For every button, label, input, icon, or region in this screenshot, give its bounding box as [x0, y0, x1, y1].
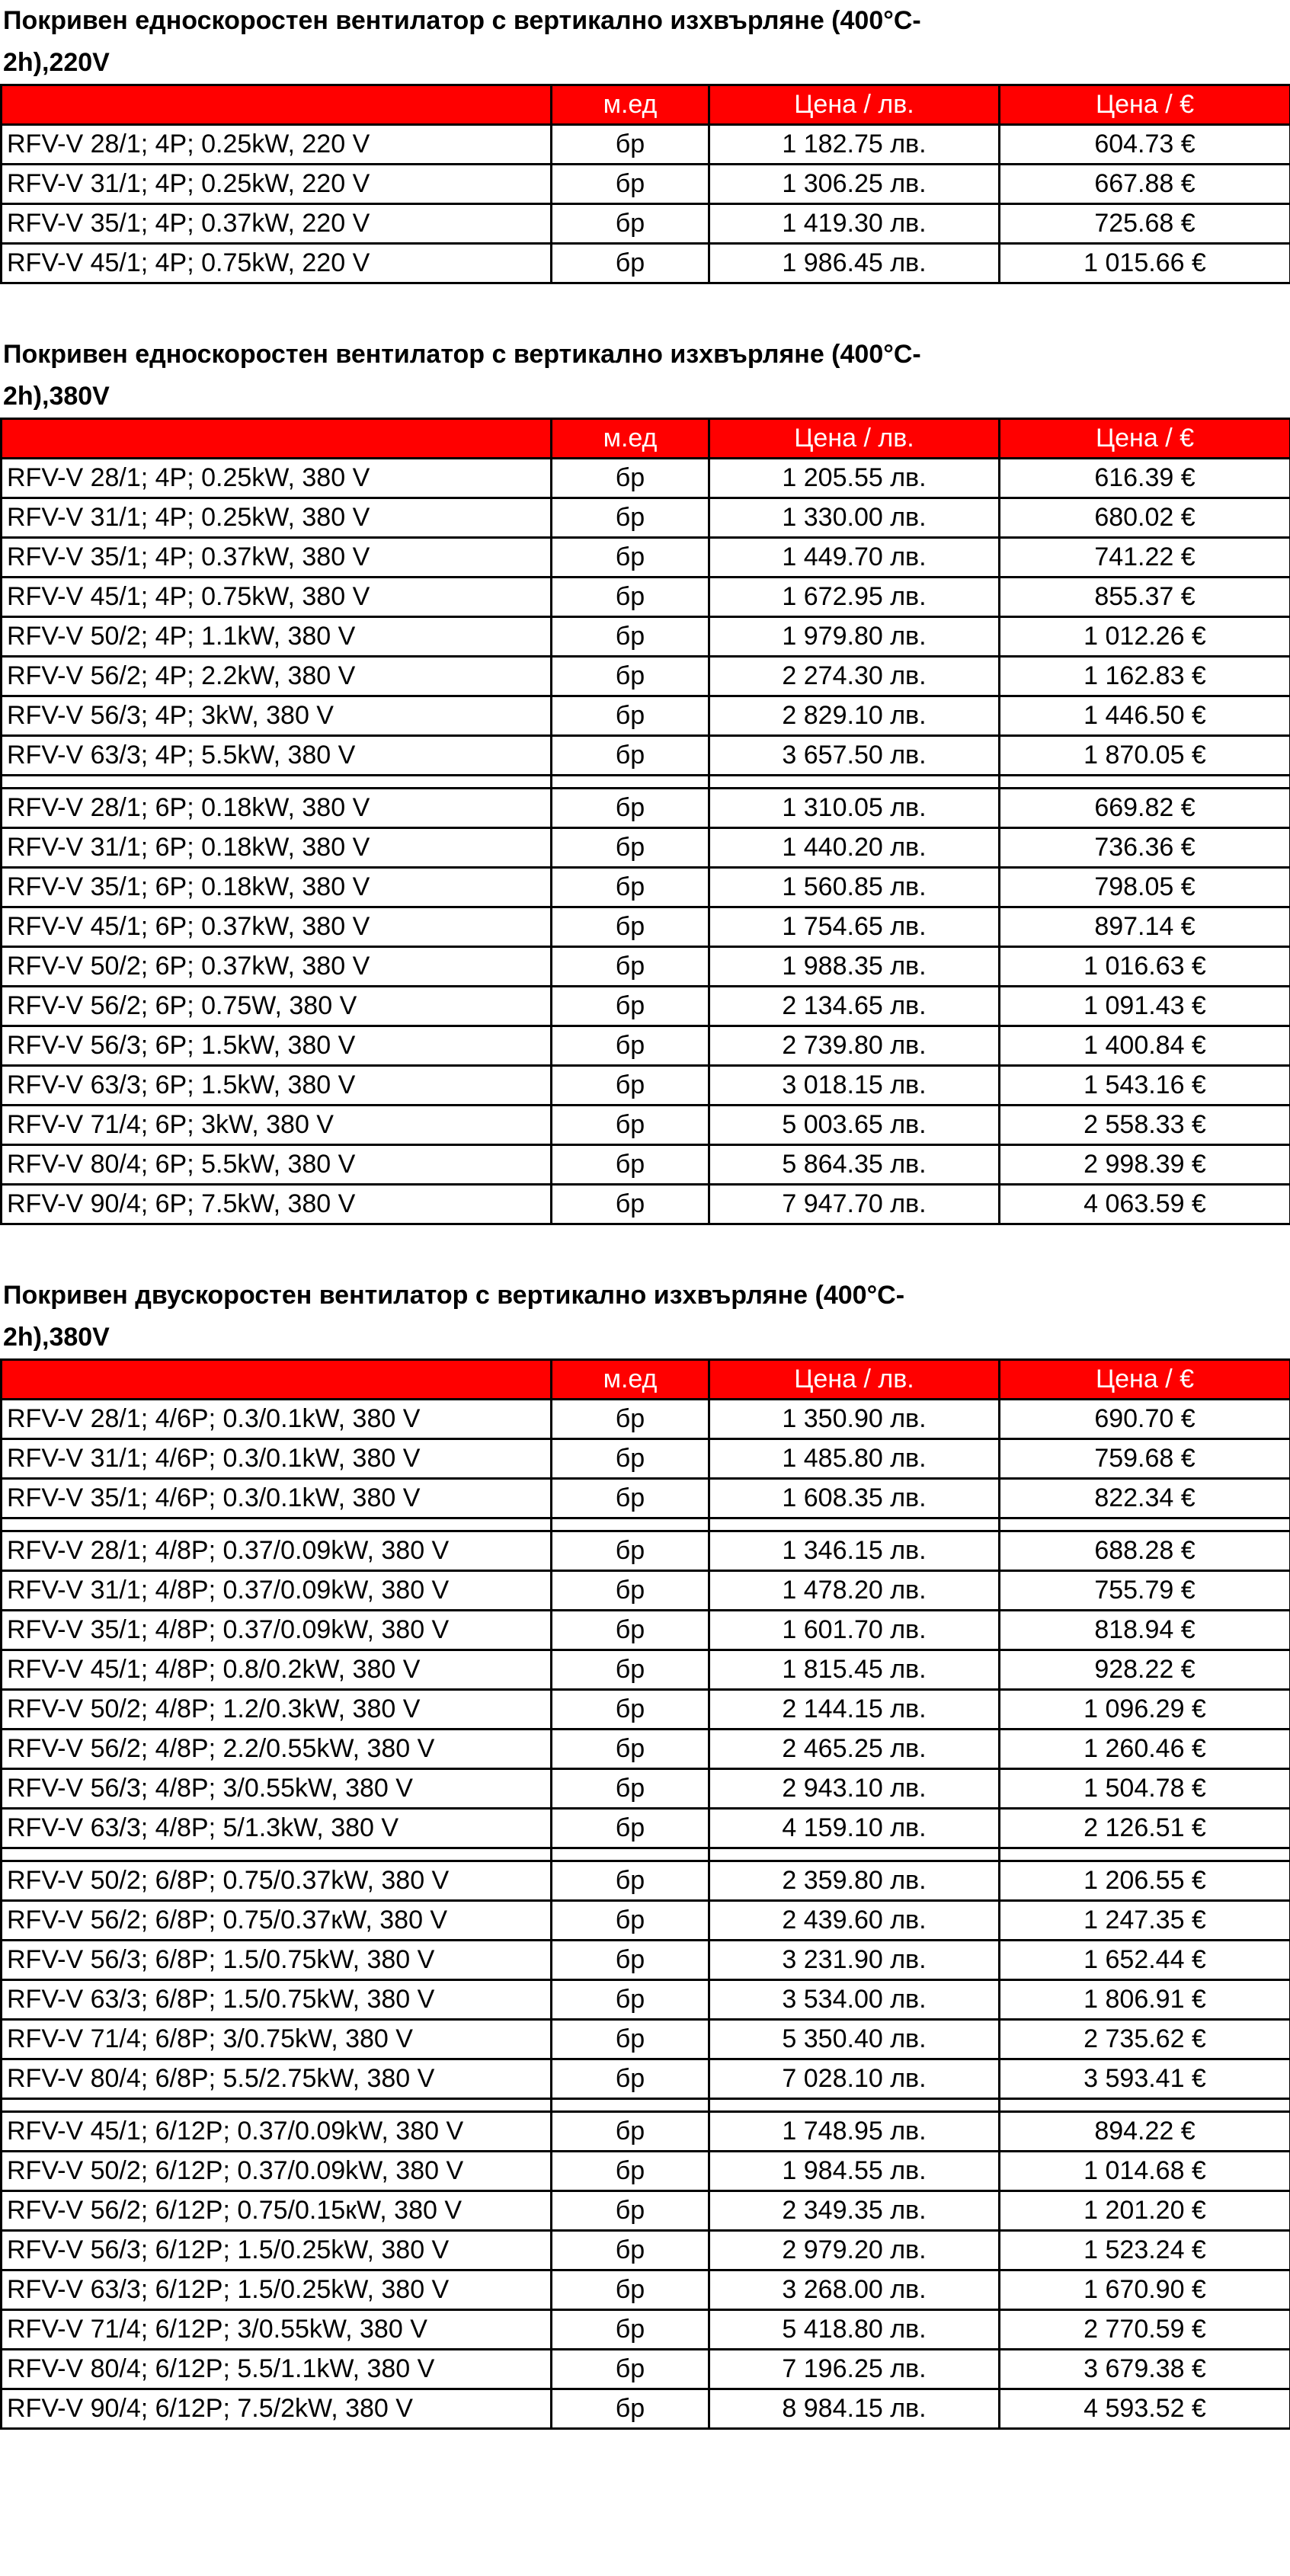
table-row	[2, 1861, 1290, 1901]
price-bgn-cell: 2 144.15 лв.	[709, 1690, 1000, 1730]
price-eur-cell: 667.88 €	[1000, 165, 1290, 204]
price-eur-cell: 688.28 €	[1000, 1531, 1290, 1571]
price-bgn-cell: 3 268.00 лв.	[709, 2270, 1000, 2310]
table-row	[2, 125, 1290, 165]
product-name-cell: RFV-V 31/1; 4/8P; 0.37/0.09kW, 380 V	[2, 1571, 552, 1611]
unit-cell: бр	[552, 1809, 709, 1848]
price-bgn-cell: 1 205.55 лв.	[709, 459, 1000, 498]
price-eur-cell: 1 096.29 €	[1000, 1690, 1290, 1730]
price-section	[0, 334, 1290, 1225]
product-name-cell: RFV-V 35/1; 6P; 0.18kW, 380 V	[2, 868, 552, 907]
table-row	[2, 2152, 1290, 2191]
price-bgn-cell: 2 943.10 лв.	[709, 1769, 1000, 1809]
header-product	[2, 1360, 552, 1400]
unit-cell: бр	[552, 244, 709, 283]
price-bgn-cell: 1 419.30 лв.	[709, 204, 1000, 244]
product-name-cell: RFV-V 71/4; 6/12P; 3/0.55kW, 380 V	[2, 2310, 552, 2350]
price-eur-cell: 3 679.38 €	[1000, 2350, 1290, 2389]
table-row	[2, 1980, 1290, 2020]
unit-cell: бр	[552, 2020, 709, 2059]
table-row	[2, 1809, 1290, 1848]
table-row	[2, 1769, 1290, 1809]
product-name-cell: RFV-V 45/1; 4P; 0.75kW, 380 V	[2, 578, 552, 617]
price-bgn-cell: 3 231.90 лв.	[709, 1941, 1000, 1980]
price-bgn-cell: 7 028.10 лв.	[709, 2059, 1000, 2099]
table-row	[2, 1066, 1290, 1106]
table-row	[2, 578, 1290, 617]
price-bgn-cell: 2 739.80 лв.	[709, 1026, 1000, 1066]
price-eur-cell: 2 558.33 €	[1000, 1106, 1290, 1145]
unit-cell: бр	[552, 125, 709, 165]
empty-cell	[709, 1518, 1000, 1531]
unit-cell: бр	[552, 1571, 709, 1611]
price-bgn-cell: 1 485.80 лв.	[709, 1439, 1000, 1479]
price-table	[0, 1358, 1290, 2430]
table-row	[2, 1145, 1290, 1185]
unit-cell: бр	[552, 165, 709, 204]
table-row	[2, 1185, 1290, 1224]
price-eur-cell: 616.39 €	[1000, 459, 1290, 498]
price-bgn-cell: 2 465.25 лв.	[709, 1730, 1000, 1769]
header-price-eur: Цена / €	[1000, 419, 1290, 459]
table-row	[2, 1439, 1290, 1479]
product-name-cell: RFV-V 28/1; 4/6P; 0.3/0.1kW, 380 V	[2, 1400, 552, 1439]
price-bgn-cell: 8 984.15 лв.	[709, 2389, 1000, 2429]
unit-cell: бр	[552, 2389, 709, 2429]
product-name-cell: RFV-V 56/2; 6/8P; 0.75/0.37кW, 380 V	[2, 1901, 552, 1941]
table-row	[2, 538, 1290, 578]
unit-cell: бр	[552, 947, 709, 987]
price-eur-cell: 2 770.59 €	[1000, 2310, 1290, 2350]
price-eur-cell: 1 652.44 €	[1000, 1941, 1290, 1980]
unit-cell: бр	[552, 617, 709, 657]
price-bgn-cell: 2 349.35 лв.	[709, 2191, 1000, 2231]
price-bgn-cell: 7 196.25 лв.	[709, 2350, 1000, 2389]
product-name-cell: RFV-V 50/2; 6/8P; 0.75/0.37kW, 380 V	[2, 1861, 552, 1901]
table-header-row	[2, 419, 1290, 459]
price-eur-cell: 741.22 €	[1000, 538, 1290, 578]
unit-cell: бр	[552, 1941, 709, 1980]
header-price-bgn: Цена / лв.	[709, 1360, 1000, 1400]
product-name-cell: RFV-V 28/1; 4/8P; 0.37/0.09kW, 380 V	[2, 1531, 552, 1571]
empty-cell	[552, 1848, 709, 1861]
price-eur-cell: 894.22 €	[1000, 2112, 1290, 2152]
price-bgn-cell: 2 439.60 лв.	[709, 1901, 1000, 1941]
table-header-row	[2, 1360, 1290, 1400]
price-eur-cell: 1 014.68 €	[1000, 2152, 1290, 2191]
empty-cell	[552, 2099, 709, 2112]
price-section	[0, 0, 1290, 284]
price-bgn-cell: 1 478.20 лв.	[709, 1571, 1000, 1611]
product-name-cell: RFV-V 63/3; 6/8P; 1.5/0.75kW, 380 V	[2, 1980, 552, 2020]
table-row	[2, 2059, 1290, 2099]
product-name-cell: RFV-V 56/2; 4P; 2.2kW, 380 V	[2, 657, 552, 696]
table-row	[2, 1106, 1290, 1145]
empty-cell	[552, 1518, 709, 1531]
price-eur-cell: 736.36 €	[1000, 828, 1290, 868]
price-bgn-cell: 5 418.80 лв.	[709, 2310, 1000, 2350]
table-row	[2, 696, 1290, 736]
price-bgn-cell: 1 608.35 лв.	[709, 1479, 1000, 1518]
unit-cell: бр	[552, 1400, 709, 1439]
price-bgn-cell: 1 310.05 лв.	[709, 789, 1000, 828]
unit-cell: бр	[552, 987, 709, 1026]
product-name-cell: RFV-V 35/1; 4P; 0.37kW, 220 V	[2, 204, 552, 244]
table-row	[2, 1479, 1290, 1518]
price-bgn-cell: 1 979.80 лв.	[709, 617, 1000, 657]
unit-cell: бр	[552, 657, 709, 696]
unit-cell: бр	[552, 1650, 709, 1690]
unit-cell: бр	[552, 204, 709, 244]
header-unit: м.ед	[552, 419, 709, 459]
price-eur-cell: 2 735.62 €	[1000, 2020, 1290, 2059]
empty-cell	[2, 1518, 552, 1531]
product-name-cell: RFV-V 63/3; 4P; 5.5kW, 380 V	[2, 736, 552, 776]
unit-cell: бр	[552, 1690, 709, 1730]
table-row	[2, 2231, 1290, 2270]
price-bgn-cell: 1 560.85 лв.	[709, 868, 1000, 907]
price-eur-cell: 759.68 €	[1000, 1439, 1290, 1479]
unit-cell: бр	[552, 2191, 709, 2231]
price-bgn-cell: 5 864.35 лв.	[709, 1145, 1000, 1185]
table-row	[2, 736, 1290, 776]
price-eur-cell: 1 504.78 €	[1000, 1769, 1290, 1809]
empty-cell	[709, 776, 1000, 789]
product-name-cell: RFV-V 80/4; 6/12P; 5.5/1.1kW, 380 V	[2, 2350, 552, 2389]
table-row	[2, 165, 1290, 204]
unit-cell: бр	[552, 2310, 709, 2350]
product-name-cell: RFV-V 50/2; 6P; 0.37kW, 380 V	[2, 947, 552, 987]
price-bgn-cell: 2 359.80 лв.	[709, 1861, 1000, 1901]
price-bgn-cell: 2 829.10 лв.	[709, 696, 1000, 736]
price-eur-cell: 1 400.84 €	[1000, 1026, 1290, 1066]
section-title: Покривен едноскоростен вентилатор с вертикално изхвърляне (400°C- 2h),220V	[3, 6, 921, 77]
table-row	[2, 617, 1290, 657]
price-bgn-cell: 1 306.25 лв.	[709, 165, 1000, 204]
unit-cell: бр	[552, 868, 709, 907]
table-row	[2, 1026, 1290, 1066]
table-row	[2, 2020, 1290, 2059]
price-bgn-cell: 3 018.15 лв.	[709, 1066, 1000, 1106]
product-name-cell: RFV-V 90/4; 6P; 7.5kW, 380 V	[2, 1185, 552, 1224]
unit-cell: бр	[552, 1861, 709, 1901]
price-bgn-cell: 7 947.70 лв.	[709, 1185, 1000, 1224]
table-row	[2, 459, 1290, 498]
unit-cell: бр	[552, 1611, 709, 1650]
price-eur-cell: 1 206.55 €	[1000, 1861, 1290, 1901]
price-eur-cell: 1 012.26 €	[1000, 617, 1290, 657]
price-eur-cell: 680.02 €	[1000, 498, 1290, 538]
table-row	[2, 1611, 1290, 1650]
product-name-cell: RFV-V 63/3; 6P; 1.5kW, 380 V	[2, 1066, 552, 1106]
price-bgn-cell: 1 748.95 лв.	[709, 2112, 1000, 2152]
table-header-row	[2, 85, 1290, 125]
unit-cell: бр	[552, 1479, 709, 1518]
table-row	[2, 1400, 1290, 1439]
price-eur-cell: 4 063.59 €	[1000, 1185, 1290, 1224]
empty-cell	[552, 776, 709, 789]
price-eur-cell: 1 015.66 €	[1000, 244, 1290, 283]
price-table	[0, 418, 1290, 1225]
unit-cell: бр	[552, 1439, 709, 1479]
product-name-cell: RFV-V 28/1; 6P; 0.18kW, 380 V	[2, 789, 552, 828]
product-name-cell: RFV-V 71/4; 6/8P; 3/0.75kW, 380 V	[2, 2020, 552, 2059]
product-name-cell: RFV-V 35/1; 4P; 0.37kW, 380 V	[2, 538, 552, 578]
price-eur-cell: 4 593.52 €	[1000, 2389, 1290, 2429]
price-table	[0, 84, 1290, 284]
header-unit: м.ед	[552, 85, 709, 125]
price-bgn-cell: 1 815.45 лв.	[709, 1650, 1000, 1690]
product-name-cell: RFV-V 45/1; 4P; 0.75kW, 220 V	[2, 244, 552, 283]
price-bgn-cell: 3 534.00 лв.	[709, 1980, 1000, 2020]
unit-cell: бр	[552, 498, 709, 538]
header-product	[2, 419, 552, 459]
table-row	[2, 498, 1290, 538]
product-name-cell: RFV-V 50/2; 4/8P; 1.2/0.3kW, 380 V	[2, 1690, 552, 1730]
product-name-cell: RFV-V 56/3; 6P; 1.5kW, 380 V	[2, 1026, 552, 1066]
price-section	[0, 1275, 1290, 2430]
price-bgn-cell: 4 159.10 лв.	[709, 1809, 1000, 1848]
unit-cell: бр	[552, 2059, 709, 2099]
unit-cell: бр	[552, 736, 709, 776]
empty-cell	[1000, 1518, 1290, 1531]
table-row	[2, 907, 1290, 947]
unit-cell: бр	[552, 1730, 709, 1769]
price-eur-cell: 1 806.91 €	[1000, 1980, 1290, 2020]
group-separator-row	[2, 2099, 1290, 2112]
price-bgn-cell: 2 274.30 лв.	[709, 657, 1000, 696]
group-separator-row	[2, 776, 1290, 789]
table-row	[2, 2191, 1290, 2231]
table-row	[2, 1531, 1290, 1571]
header-price-eur: Цена / €	[1000, 85, 1290, 125]
product-name-cell: RFV-V 31/1; 4P; 0.25kW, 380 V	[2, 498, 552, 538]
table-row	[2, 868, 1290, 907]
price-eur-cell: 1 016.63 €	[1000, 947, 1290, 987]
unit-cell: бр	[552, 1026, 709, 1066]
price-bgn-cell: 5 350.40 лв.	[709, 2020, 1000, 2059]
header-unit: м.ед	[552, 1360, 709, 1400]
price-bgn-cell: 2 979.20 лв.	[709, 2231, 1000, 2270]
product-name-cell: RFV-V 63/3; 6/12P; 1.5/0.25kW, 380 V	[2, 2270, 552, 2310]
price-eur-cell: 1 543.16 €	[1000, 1066, 1290, 1106]
price-eur-cell: 1 523.24 €	[1000, 2231, 1290, 2270]
section-gap	[0, 1225, 1290, 1275]
table-row	[2, 1650, 1290, 1690]
header-price-bgn: Цена / лв.	[709, 85, 1000, 125]
empty-cell	[1000, 1848, 1290, 1861]
empty-cell	[1000, 2099, 1290, 2112]
price-eur-cell: 3 593.41 €	[1000, 2059, 1290, 2099]
section-title: Покривен двускоростен вентилатор с вертикално изхвърляне (400°C- 2h),380V	[3, 1281, 905, 1352]
price-eur-cell: 1 162.83 €	[1000, 657, 1290, 696]
unit-cell: бр	[552, 578, 709, 617]
unit-cell: бр	[552, 2231, 709, 2270]
unit-cell: бр	[552, 1185, 709, 1224]
price-eur-cell: 1 091.43 €	[1000, 987, 1290, 1026]
price-eur-cell: 604.73 €	[1000, 125, 1290, 165]
unit-cell: бр	[552, 696, 709, 736]
price-eur-cell: 725.68 €	[1000, 204, 1290, 244]
table-row	[2, 2310, 1290, 2350]
unit-cell: бр	[552, 1901, 709, 1941]
product-name-cell: RFV-V 28/1; 4P; 0.25kW, 380 V	[2, 459, 552, 498]
price-bgn-cell: 1 984.55 лв.	[709, 2152, 1000, 2191]
unit-cell: бр	[552, 2270, 709, 2310]
empty-cell	[709, 1848, 1000, 1861]
unit-cell: бр	[552, 789, 709, 828]
product-name-cell: RFV-V 50/2; 4P; 1.1kW, 380 V	[2, 617, 552, 657]
table-row	[2, 987, 1290, 1026]
unit-cell: бр	[552, 1145, 709, 1185]
product-name-cell: RFV-V 31/1; 4/6P; 0.3/0.1kW, 380 V	[2, 1439, 552, 1479]
price-bgn-cell: 1 449.70 лв.	[709, 538, 1000, 578]
product-name-cell: RFV-V 80/4; 6/8P; 5.5/2.75kW, 380 V	[2, 2059, 552, 2099]
unit-cell: бр	[552, 1980, 709, 2020]
table-row	[2, 789, 1290, 828]
table-row	[2, 1571, 1290, 1611]
price-bgn-cell: 1 986.45 лв.	[709, 244, 1000, 283]
product-name-cell: RFV-V 50/2; 6/12P; 0.37/0.09kW, 380 V	[2, 2152, 552, 2191]
group-separator-row	[2, 1518, 1290, 1531]
product-name-cell: RFV-V 35/1; 4/6P; 0.3/0.1kW, 380 V	[2, 1479, 552, 1518]
price-eur-cell: 822.34 €	[1000, 1479, 1290, 1518]
header-product	[2, 85, 552, 125]
empty-cell	[1000, 776, 1290, 789]
product-name-cell: RFV-V 31/1; 4P; 0.25kW, 220 V	[2, 165, 552, 204]
unit-cell: бр	[552, 1531, 709, 1571]
product-name-cell: RFV-V 45/1; 6P; 0.37kW, 380 V	[2, 907, 552, 947]
product-name-cell: RFV-V 56/3; 4/8P; 3/0.55kW, 380 V	[2, 1769, 552, 1809]
unit-cell: бр	[552, 2112, 709, 2152]
price-bgn-cell: 1 754.65 лв.	[709, 907, 1000, 947]
unit-cell: бр	[552, 2152, 709, 2191]
empty-cell	[709, 2099, 1000, 2112]
product-name-cell: RFV-V 56/3; 6/12P; 1.5/0.25kW, 380 V	[2, 2231, 552, 2270]
price-bgn-cell: 1 182.75 лв.	[709, 125, 1000, 165]
table-row	[2, 2350, 1290, 2389]
price-eur-cell: 2 998.39 €	[1000, 1145, 1290, 1185]
price-eur-cell: 818.94 €	[1000, 1611, 1290, 1650]
product-name-cell: RFV-V 35/1; 4/8P; 0.37/0.09kW, 380 V	[2, 1611, 552, 1650]
product-name-cell: RFV-V 63/3; 4/8P; 5/1.3kW, 380 V	[2, 1809, 552, 1848]
table-row	[2, 1690, 1290, 1730]
table-row	[2, 244, 1290, 283]
table-row	[2, 2270, 1290, 2310]
price-eur-cell: 928.22 €	[1000, 1650, 1290, 1690]
product-name-cell: RFV-V 56/3; 4P; 3kW, 380 V	[2, 696, 552, 736]
empty-cell	[2, 2099, 552, 2112]
price-eur-cell: 897.14 €	[1000, 907, 1290, 947]
price-eur-cell: 755.79 €	[1000, 1571, 1290, 1611]
product-name-cell: RFV-V 56/3; 6/8P; 1.5/0.75kW, 380 V	[2, 1941, 552, 1980]
product-name-cell: RFV-V 56/2; 6/12P; 0.75/0.15кW, 380 V	[2, 2191, 552, 2231]
product-name-cell: RFV-V 56/2; 4/8P; 2.2/0.55kW, 380 V	[2, 1730, 552, 1769]
price-eur-cell: 855.37 €	[1000, 578, 1290, 617]
product-name-cell: RFV-V 80/4; 6P; 5.5kW, 380 V	[2, 1145, 552, 1185]
unit-cell: бр	[552, 1066, 709, 1106]
price-bgn-cell: 2 134.65 лв.	[709, 987, 1000, 1026]
product-name-cell: RFV-V 71/4; 6P; 3kW, 380 V	[2, 1106, 552, 1145]
unit-cell: бр	[552, 907, 709, 947]
product-name-cell: RFV-V 56/2; 6P; 0.75W, 380 V	[2, 987, 552, 1026]
price-bgn-cell: 5 003.65 лв.	[709, 1106, 1000, 1145]
table-row	[2, 2112, 1290, 2152]
header-price-bgn: Цена / лв.	[709, 419, 1000, 459]
table-row	[2, 1730, 1290, 1769]
product-name-cell: RFV-V 45/1; 4/8P; 0.8/0.2kW, 380 V	[2, 1650, 552, 1690]
table-row	[2, 204, 1290, 244]
price-bgn-cell: 1 350.90 лв.	[709, 1400, 1000, 1439]
product-name-cell: RFV-V 28/1; 4P; 0.25kW, 220 V	[2, 125, 552, 165]
unit-cell: бр	[552, 1106, 709, 1145]
price-eur-cell: 1 870.05 €	[1000, 736, 1290, 776]
price-eur-cell: 690.70 €	[1000, 1400, 1290, 1439]
price-bgn-cell: 1 672.95 лв.	[709, 578, 1000, 617]
price-eur-cell: 669.82 €	[1000, 789, 1290, 828]
table-row	[2, 1941, 1290, 1980]
unit-cell: бр	[552, 459, 709, 498]
section-gap	[0, 284, 1290, 334]
table-row	[2, 657, 1290, 696]
unit-cell: бр	[552, 2350, 709, 2389]
table-row	[2, 828, 1290, 868]
product-name-cell: RFV-V 31/1; 6P; 0.18kW, 380 V	[2, 828, 552, 868]
price-eur-cell: 2 126.51 €	[1000, 1809, 1290, 1848]
price-bgn-cell: 1 988.35 лв.	[709, 947, 1000, 987]
empty-cell	[2, 776, 552, 789]
table-row	[2, 1901, 1290, 1941]
group-separator-row	[2, 1848, 1290, 1861]
table-row	[2, 947, 1290, 987]
unit-cell: бр	[552, 828, 709, 868]
product-name-cell: RFV-V 90/4; 6/12P; 7.5/2kW, 380 V	[2, 2389, 552, 2429]
price-eur-cell: 1 201.20 €	[1000, 2191, 1290, 2231]
price-eur-cell: 1 670.90 €	[1000, 2270, 1290, 2310]
empty-cell	[2, 1848, 552, 1861]
price-bgn-cell: 1 330.00 лв.	[709, 498, 1000, 538]
table-row	[2, 2389, 1290, 2429]
price-eur-cell: 1 260.46 €	[1000, 1730, 1290, 1769]
price-eur-cell: 798.05 €	[1000, 868, 1290, 907]
unit-cell: бр	[552, 1769, 709, 1809]
header-price-eur: Цена / €	[1000, 1360, 1290, 1400]
price-bgn-cell: 3 657.50 лв.	[709, 736, 1000, 776]
price-eur-cell: 1 247.35 €	[1000, 1901, 1290, 1941]
product-name-cell: RFV-V 45/1; 6/12P; 0.37/0.09kW, 380 V	[2, 2112, 552, 2152]
price-bgn-cell: 1 601.70 лв.	[709, 1611, 1000, 1650]
price-bgn-cell: 1 346.15 лв.	[709, 1531, 1000, 1571]
unit-cell: бр	[552, 538, 709, 578]
price-bgn-cell: 1 440.20 лв.	[709, 828, 1000, 868]
section-title: Покривен едноскоростен вентилатор с вертикално изхвърляне (400°C- 2h),380V	[3, 340, 921, 411]
price-eur-cell: 1 446.50 €	[1000, 696, 1290, 736]
